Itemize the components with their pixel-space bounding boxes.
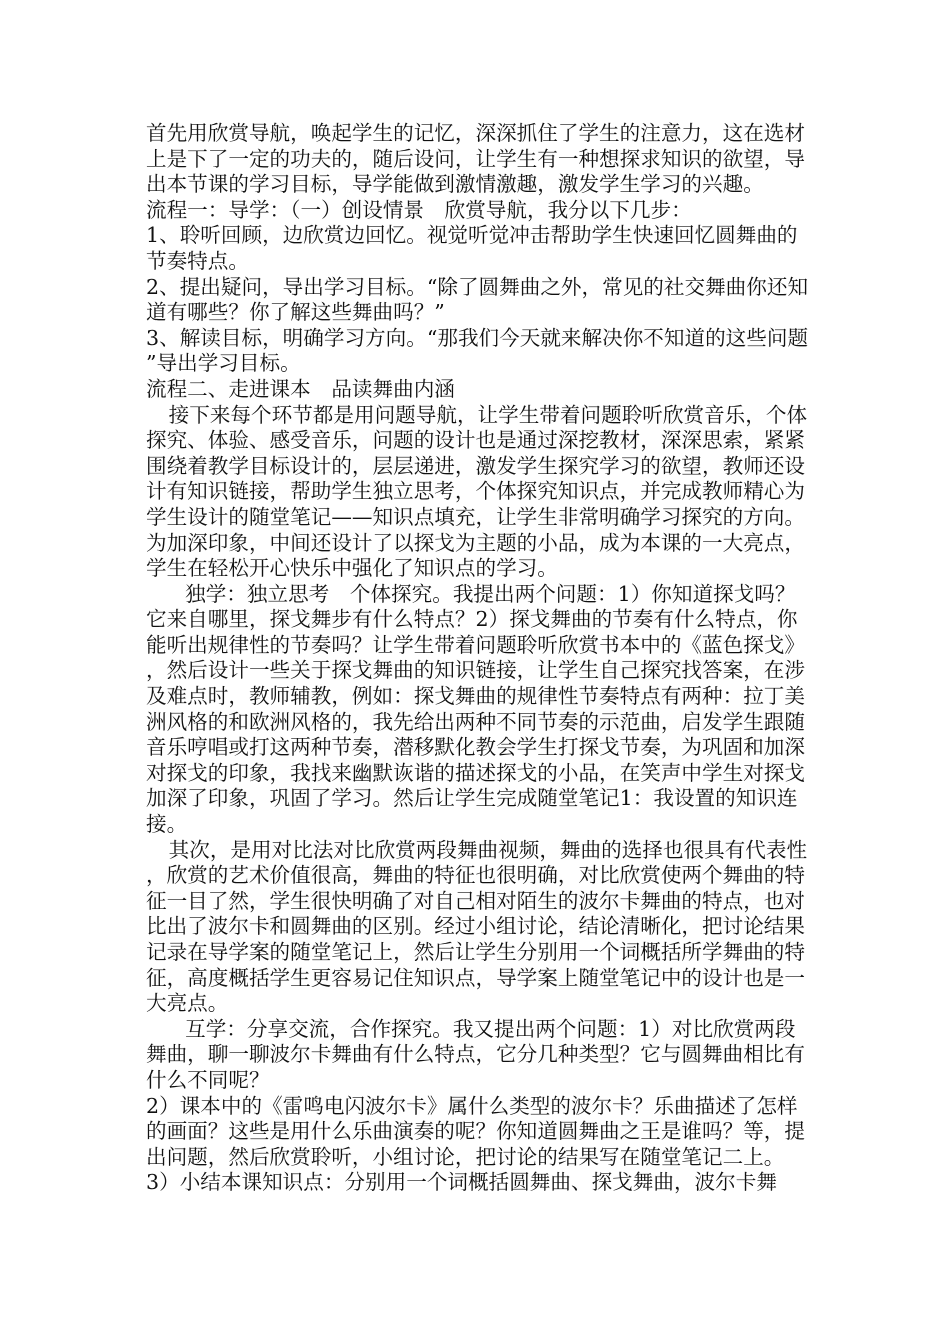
intro-paragraph: 首先用欣赏导航，唤起学生的记忆，深深抓住了学生的注意力，这在选材上是下了一定的功夫的，随后设问，让学生有一种想探求知识的欲望，导出本节课的学习目标，导学能做到激情激趣，激发学生学习的兴趣。	[146, 121, 805, 197]
summary-paragraph: 3）小结本课知识点：分别用一个词概括圆舞曲、探戈舞曲，波尔卡舞	[146, 1170, 777, 1195]
step-one-paragraph: 1、聆听回顾，边欣赏边回忆。视觉听觉冲击帮助学生快速回忆圆舞曲的节奏特点。	[146, 223, 798, 273]
step-three-paragraph: 3、解读目标，明确学习方向。“那我们今天就来解决你不知道的这些问题”导出学习目标。	[146, 325, 809, 376]
problem-navigation-paragraph: 接下来每个环节都是用问题导航，让学生带着问题聆听欣赏音乐，个体探究、体验、感受音乐，问题的设计也是通过深挖教材，深深思索，紧紧围绕着教学目标设计的，层层递进，激发学生探究学习的欲望，教师还设计有知识链接，帮助学生独立思考，个体探究知识点，并完成教师精心为学生设计的随堂笔记——知识点填充，让学生非常明确学习探究的方向。为加深印象，中间还设计了以探戈为主题的小品，成为本课的一大亮点，学生在轻松开心快乐中强化了知识点的学习。	[146, 402, 808, 581]
mutual-study-paragraph: 互学：分享交流，合作探究。我又提出两个问题：1）对比欣赏两段舞曲，聊一聊波尔卡舞曲有什么特点，它分几种类型？它与圆舞曲相比有什么不同呢？	[146, 1016, 805, 1092]
process-two-heading: 流程二、走进课本 品读舞曲内涵	[146, 376, 455, 401]
comparison-paragraph: 其次，是用对比法对比欣赏两段舞曲视频，舞曲的选择也很具有代表性，欣赏的艺术价值很高，舞曲的特征也很明确，对比欣赏使两个舞曲的特征一目了然，学生很快明确了对自己相对陌生的波尔卡舞曲的特点，也对比出了波尔卡和圆舞曲的区别。经过小组讨论，结论清晰化，把讨论结果记录在导学案的随堂笔记上，然后让学生分别用一个词概括所学舞曲的特征，高度概括学生更容易记住知识点，导学案上随堂笔记中的设计也是一大亮点。	[146, 837, 808, 1016]
question-two-paragraph: 2）课本中的《雷鸣电闪波尔卡》属什么类型的波尔卡？乐曲描述了怎样的画面？这些是用什么乐曲演奏的呢？你知道圆舞曲之王是谁吗？等，提出问题，然后欣赏聆听，小组讨论，把讨论的结果写在随堂笔记二上。	[146, 1093, 805, 1169]
independent-study-paragraph: 独学：独立思考 个体探究。我提出两个问题：1）你知道探戈吗？它来自哪里，探戈舞步有什么特点？2）探戈舞曲的节奏有什么特点，你能听出规律性的节奏吗？让学生带着问题聆听欣赏书本中的《蓝色探戈》，然后设计一些关于探戈舞曲的知识链接，让学生自己探究找答案，在涉及难点时，教师辅教，例如：探戈舞曲的规律性节奏特点有两种：拉丁美洲风格的和欧洲风格的，我先给出两种不同节奏的示范曲，启发学生跟随音乐哼唱或打这两种节奏，潜移默化教会学生打探戈节奏，为巩固和加深对探戈的印象，我找来幽默诙谐的描述探戈的小品，在笑声中学生对探戈加深了印象，巩固了学习。然后让学生完成随堂笔记1：我设置的知识连接。	[146, 581, 805, 837]
process-one-heading: 流程一：导学：（一）创设情景 欣赏导航，我分以下几步：	[146, 197, 692, 222]
document-body	[146, 121, 814, 1196]
step-two-paragraph: 2、提出疑问，导出学习目标。“除了圆舞曲之外，常见的社交舞曲你还知道有哪些？你了解这些舞曲吗？”	[146, 274, 809, 325]
